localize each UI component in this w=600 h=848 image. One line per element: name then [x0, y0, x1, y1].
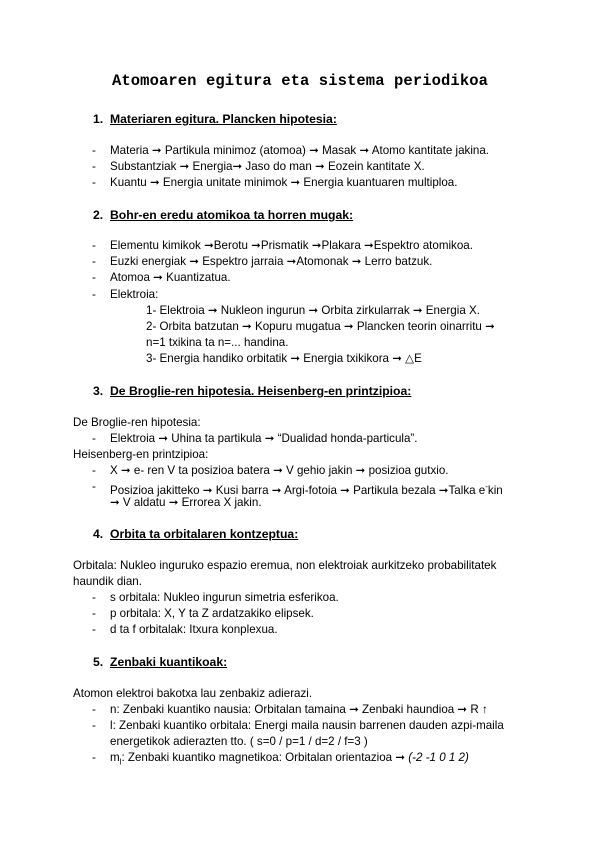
list-item: Kuantu ➞ Energia unitate minimok ➞ Energia kuantuaren multiploa.	[110, 176, 458, 189]
section-3-heading: 3. De Broglie-ren hipotesia. Heisenberg-en printzipioa:	[93, 384, 412, 398]
list-item: l: Zenbaki kuantiko orbitala: Energi maila nausin barrenen dauden azpi-maila	[110, 719, 504, 732]
list-item: n: Zenbaki kuantiko nausia: Orbitalan tamaina ➞ Zenbaki haundioa ➞ R ↑	[110, 703, 488, 716]
list-item: Elementu kimikok ➞Berotu ➞Prismatik ➞Plakara ➞Espektro atomikoa.	[110, 239, 473, 252]
list-item-continuation: ➞ V aldatu ➞ Errorea X jakin.	[110, 496, 262, 509]
list-item: X ➞ e- ren V ta posizioa batera ➞ V gehio jakin ➞ posizioa gutxio.	[110, 464, 449, 477]
list-item-continuation: energetikok adierazten tto. ( s=0 / p=1 / d=2 / f=3 )	[110, 735, 368, 748]
list-item: Euzki energiak ➞ Espektro jarraia ➞Atomonak ➞ Lerro batzuk.	[110, 255, 433, 268]
page-title: Atomoaren egitura eta sistema periodikoa	[111, 72, 489, 90]
list-item: d ta f orbitalak: Itxura konplexua.	[110, 623, 278, 636]
sub-item: 3- Energia handiko orbitatik ➞ Energia txikikora ➞ △E	[146, 352, 422, 365]
list-item: Substantziak ➞ Energia➞ Jaso do man ➞ Eozein kantitate X.	[110, 160, 425, 173]
sub-item: 2- Orbita batzutan ➞ Kopuru mugatua ➞ Plancken teorin oinarritu ➞	[146, 320, 495, 333]
list-item: Posizioa jakitteko ➞ Kusi barra ➞ Argi-fotoia ➞ Partikula bezala ➞Talka e-kin	[110, 482, 503, 497]
bullet-dash: -	[92, 271, 96, 284]
list-item: Elektroia:	[110, 288, 159, 301]
bullet-dash: -	[92, 160, 96, 173]
bullet-dash: -	[92, 623, 96, 636]
bullet-dash: -	[92, 607, 96, 620]
list-item: s orbitala: Nukleo ingurun simetria esferikoa.	[110, 591, 339, 604]
section-4-heading: 4. Orbita ta orbitalaren kontzeptua:	[93, 527, 299, 541]
list-item: Elektroia ➞ Uhina ta partikula ➞ “Dualidad honda-particula”.	[110, 432, 418, 445]
bullet-dash: -	[92, 480, 96, 493]
section-1-heading: 1. Materiaren egitura. Plancken hipotesia:	[93, 112, 337, 126]
bullet-dash: -	[92, 255, 96, 268]
sub-item: n=1 txikina ta n=... handina.	[146, 336, 289, 349]
sub-item: 1- Elektroia ➞ Nukleon ingurun ➞ Orbita zirkularrak ➞ Energia X.	[146, 304, 480, 317]
bullet-dash: -	[92, 176, 96, 189]
list-item: $m_l$: Zenbaki kuantiko magnetikoa: Orbitalan orientazioa ➞ (-2 -1 0 1 2)	[110, 751, 469, 767]
paragraph: Orbitala: Nukleo inguruko espazio eremua, non elektroiak aurkitzeko probabilitatek	[73, 559, 497, 572]
bullet-dash: -	[92, 591, 96, 604]
list-item: Materia ➞ Partikula minimoz (atomoa) ➞ Masak ➞ Atomo kantitate jakina.	[110, 144, 490, 157]
section-2-heading: 2. Bohr-en eredu atomikoa ta horren mugak:	[93, 208, 354, 222]
paragraph: haundik dian.	[73, 575, 142, 588]
bullet-dash: -	[92, 719, 96, 732]
bullet-dash: -	[92, 144, 96, 157]
paragraph: Atomon elektroi bakotxa lau zenbakiz adierazi.	[73, 687, 313, 700]
bullet-dash: -	[92, 751, 96, 764]
bullet-dash: -	[92, 464, 96, 477]
bullet-dash: -	[92, 703, 96, 716]
list-item: p orbitala: X, Y ta Z ardatzakiko elipsek.	[110, 607, 314, 620]
bullet-dash: -	[92, 239, 96, 252]
bullet-dash: -	[92, 288, 96, 301]
list-item: Atomoa ➞ Kuantizatua.	[110, 271, 231, 284]
paragraph: De Broglie-ren hipotesia:	[73, 416, 201, 429]
paragraph: Heisenberg-en printzipioa:	[73, 448, 209, 461]
section-5-heading: 5. Zenbaki kuantikoak:	[93, 655, 228, 669]
bullet-dash: -	[92, 432, 96, 445]
